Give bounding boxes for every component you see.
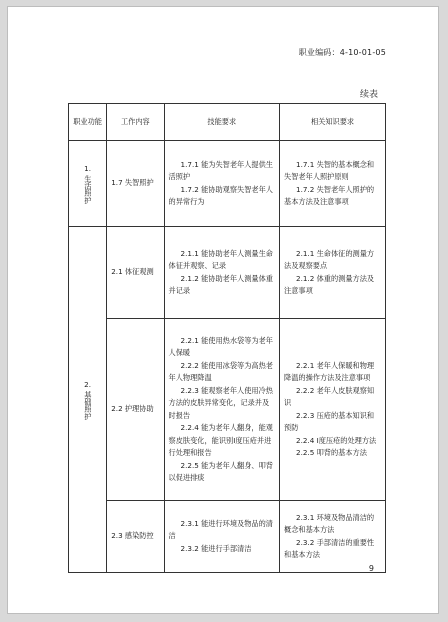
header-skills: 技能要求 xyxy=(164,104,280,141)
knowledge-item: 2.2.2 老年人皮肤观察知识 xyxy=(284,385,375,407)
knowledge-item: 2.2.3 压疮的基本知识和预防 xyxy=(284,410,375,432)
knowledge-item: 2.2.5 叩背的基本方法 xyxy=(296,448,367,457)
table-row xyxy=(69,501,386,573)
knowledge-item: 1.7.1 失智的基本概念和失智老年人照护原则 xyxy=(284,159,375,181)
module-name: 生活照护 xyxy=(83,175,93,205)
table-row xyxy=(69,141,386,227)
module-name: 基础照护 xyxy=(83,391,93,421)
table-header-row xyxy=(69,104,386,141)
skill-cell xyxy=(164,319,280,501)
skill-item: 2.1.2 能协助老年人测量体重并记录 xyxy=(168,273,273,295)
skill-item: 2.1.1 能协助老年人测量生命体征并观察、记录 xyxy=(168,248,273,270)
table-row xyxy=(69,227,386,319)
work-content: 2.1 体征观测 xyxy=(107,227,164,319)
knowledge-cell xyxy=(280,501,386,573)
knowledge-cell xyxy=(280,319,386,501)
knowledge-item: 2.1.1 生命体征的测量方法及观察要点 xyxy=(284,248,375,270)
skill-cell xyxy=(164,501,280,573)
skill-item: 2.2.3 能观察老年人使用冷热方法的皮肤异常变化，记录并及时报告 xyxy=(168,385,273,420)
continued-label: 续表 xyxy=(359,90,378,100)
module-number: 2. xyxy=(84,379,92,389)
skill-item: 2.2.4 能为老年人翻身，能观察皮肤变化，能识别I度压疮并进行处理和报告 xyxy=(168,423,273,457)
skill-item: 2.3.2 能进行手部清洁 xyxy=(180,543,252,553)
module-cell xyxy=(69,141,107,227)
table-row xyxy=(69,319,386,501)
skill-item: 2.2.2 能使用冰袋等为高热老年人物理降温 xyxy=(168,360,273,382)
knowledge-item: 2.2.1 老年人保暖和物理降温的操作方法及注意事项 xyxy=(284,360,375,382)
skills-table xyxy=(68,103,386,573)
module-cell xyxy=(69,227,107,573)
knowledge-item: 2.2.4 I度压疮的处理方法 xyxy=(296,435,377,445)
skill-item: 2.2.1 能使用热水袋等为老年人保暖 xyxy=(168,335,273,357)
page-number: 9 xyxy=(368,564,374,573)
knowledge-cell xyxy=(280,227,386,319)
knowledge-item: 2.3.2 手部清洁的重要性和基本方法 xyxy=(284,537,375,559)
occupation-code: 职业编码：4-10-01-05 xyxy=(298,48,386,57)
header-knowledge: 相关知识要求 xyxy=(280,104,386,141)
knowledge-item: 2.1.2 体重的测量方法及注意事项 xyxy=(284,273,375,295)
skill-item: 1.7.1 能为失智老年人提供生活照护 xyxy=(168,159,273,181)
knowledge-item: 1.7.2 失智老年人照护的基本方法及注意事项 xyxy=(284,184,375,206)
skill-cell xyxy=(164,227,280,319)
work-content: 2.3 感染防控 xyxy=(107,501,164,573)
work-content: 1.7 失智照护 xyxy=(107,141,164,227)
knowledge-item: 2.3.1 环境及物品清洁的概念和基本方法 xyxy=(284,512,375,534)
skill-cell xyxy=(164,141,280,227)
skill-item: 2.3.1 能进行环境及物品的清洁 xyxy=(168,518,273,541)
knowledge-cell xyxy=(280,141,386,227)
skill-item: 2.2.5 能为老年人翻身、叩背以促进排痰 xyxy=(168,460,273,482)
document-page xyxy=(7,6,439,614)
skill-item: 1.7.2 能协助观察失智老年人的异常行为 xyxy=(168,184,273,206)
header-function: 职业功能 xyxy=(69,104,107,141)
header-content: 工作内容 xyxy=(107,104,164,141)
work-content: 2.2 护理协助 xyxy=(107,319,164,501)
module-number: 1. xyxy=(84,163,92,173)
